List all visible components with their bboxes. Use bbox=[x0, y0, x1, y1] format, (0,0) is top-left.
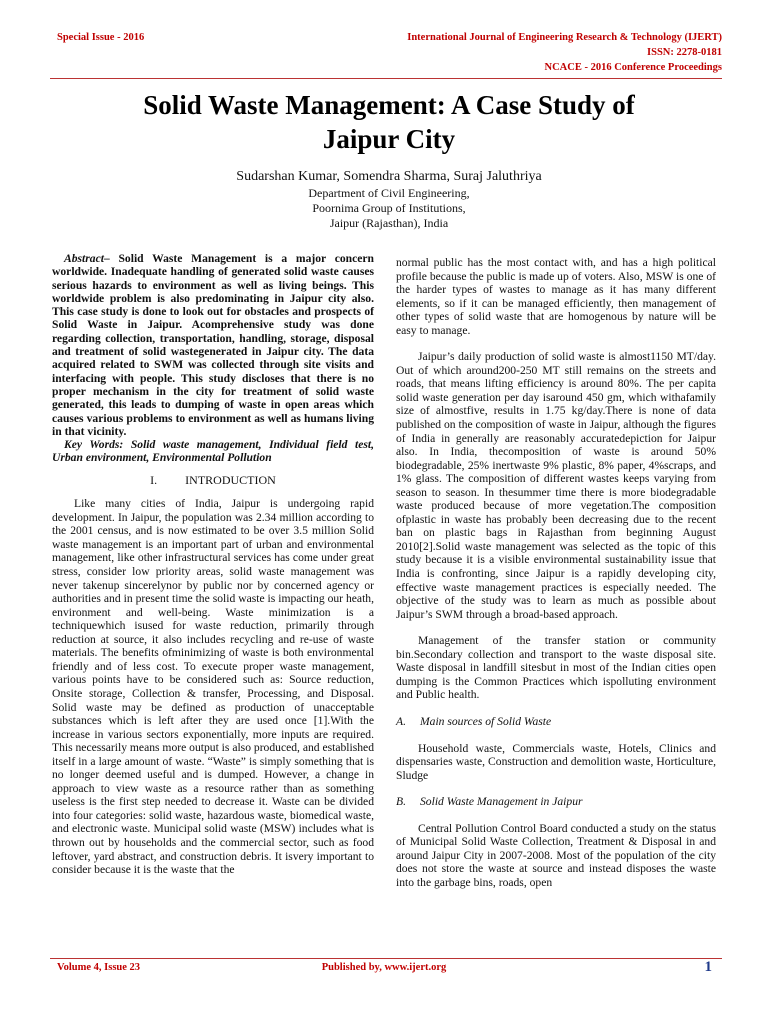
header-rule bbox=[50, 78, 722, 79]
footer-rule bbox=[50, 958, 722, 959]
section-number: I. bbox=[150, 472, 158, 487]
transfer-paragraph: Management of the transfer station or community bin.Secondary collection and transport to the waste disposal site. Waste disposal in landfill sitesbut in most of the Indian cities open dumping is the Common Practices which ispolluting environment and Public health. bbox=[396, 634, 716, 702]
subsection-letter: B. bbox=[396, 795, 406, 809]
subsection-heading-swm-jaipur bbox=[396, 795, 716, 809]
cpcb-paragraph: Central Pollution Control Board conducted a study on the status of Municipal Solid Waste Collection, Treatment & Disposal in and around Jaipur City in 2007-2008. Most of the population of the city does not store the waste at source and instead disposes the waste into the garbage bins, roads, open bbox=[396, 821, 716, 889]
footer-volume: Volume 4, Issue 23 bbox=[57, 962, 141, 973]
keywords: Key Words: Solid waste management, Individual field test, Urban environment, Environmental Pollution bbox=[52, 438, 374, 465]
abstract-text: Solid Waste Management is a major concern worldwide. Inadequate handling of generated solid waste causes serious hazards to environment as well as living beings. This worldwide problem is also predominating in Jaipur city also. This case study is done to look out for obstacles and prospects of Solid Waste in Jaipur. Acomprehensive study was done regarding collection, transportation, handling, storage, disposal and treatment of solid wastegenerated in Jaipur city. The data acquired related to SWM was collected through site visits and interfacing with people. This study discloses that there is no proper mechanism in the city for treatment of solid waste generated, this leads to dumping of waste in open areas which causes various problems to environment as well as humans living in that vicinity. bbox=[52, 252, 374, 438]
section-title: INTRODUCTION bbox=[185, 472, 276, 487]
jaipur-paragraph: Jaipur’s daily production of solid waste is almost1150 MT/day. Out of which around200-250 MT still remains on the streets and roads, that means lifting efficiency is around 80%. The per capita solid waste generation per day isaround 450 gm, which withafamily size of almostfive, results in 1.75 kg/day.There is none of data published on the composition of waste in Jaipur, although the figures of India in generally are reasonably accuratedepiction for Jaipur also. In India, thecomposition of waste is around 50% biodegradable, 25% inertwaste 9% plastic, 8% paper, 4%scraps, and 1% glass. The composition of different wastes keeps varying from season to season. In thesummer time there is more biodegradable waste produced because of more vegetation.The composition ofplastic in waste has probably been decreasing due to the recent ban on plastic bags in Rajasthan from beginning August 2010[2].Solid waste management was selected as the topic of this study because it is a visible environmental sustainability issue that India is confronting, since Jaipur is a rapidly developing city, effective waste management practices is especially needed. The objective of the study was to learn as much as possible about Jaipur’s SWM through a broad-based approach. bbox=[396, 350, 716, 621]
left-column bbox=[52, 252, 374, 877]
sources-paragraph: Household waste, Commercials waste, Hotels, Clinics and dispensaries waste, Construction and demolition waste, Horticulture, Sludge bbox=[396, 741, 716, 782]
subsection-letter: A. bbox=[396, 714, 406, 728]
abstract-label: Abstract– bbox=[64, 252, 110, 265]
continued-paragraph: normal public has the most contact with, and has a high political profile because the public is made up of voters. Also, MSW is one of the harder types of wastes to manage as it has many different elements, so if it can be managed efficiently, then management of other types of solid waste that are homogenous by nature will be easy to manage. bbox=[396, 256, 716, 337]
subsection-title: Solid Waste Management in Jaipur bbox=[420, 795, 583, 809]
right-column bbox=[396, 256, 716, 889]
author-list: Sudarshan Kumar, Somendra Sharma, Suraj Jaluthriya bbox=[236, 169, 542, 184]
subsection-title: Main sources of Solid Waste bbox=[420, 714, 552, 728]
header-issue: Special Issue - 2016 bbox=[57, 32, 145, 43]
affiliation-location: Jaipur (Rajasthan), India bbox=[329, 216, 449, 230]
intro-paragraph: Like many cities of India, Jaipur is undergoing rapid development. In Jaipur, the population was 2.34 million according to the 2001 census, and is now estimated to be over 3.5 million Solid waste management is an important part of urban and environmental management, like other infrastructural services has come under great stress, consider low priority areas, solid waste management was never takenup sincerelynor by public nor by concerned agency or authorities and in present time the solid waste is impacting our heath, environment and well-being. Waste minimization is a techniquewhich isused for waste reduction, primarily through reduction at source, it also includes recycling and re-use of waste materials. The benefits ofminimizing of waste is both environmental friendly and of less cost. To execute proper waste management, various points have to be considered such as: Source reduction, Onsite storage, Collection & transfer, Processing, and Disposal. Solid waste may be defined as production of unacceptable substances which is left after they are used once [1].With the increase in various sectors exponentially, more inputs are required. This necessarily means more output is also produced, and established itself in a large amount of waste. “Waste” is simply something that is no longer deemed useful and is dumped. However, a change in approach to view waste as a resource rather than as something useless is the first step needed to decrease it. Waste can be divided into four categories: solid waste, hazardous waste, biomedical waste, and electronic waste. Municipal solid waste (MSW) includes what is thrown out by households and the commercial sector, such as food leftover, yard abstract, and construction debris. It isvery important to consider because it is the waste that the bbox=[52, 497, 374, 877]
subsection-heading-sources bbox=[396, 715, 716, 729]
section-heading-introduction bbox=[52, 474, 374, 488]
paper-title bbox=[60, 88, 718, 156]
page-number: 1 bbox=[704, 959, 712, 975]
footer-publisher: Published by, www.ijert.org bbox=[321, 962, 447, 973]
affiliation bbox=[60, 186, 718, 231]
affiliation-institution: Poornima Group of Institutions, bbox=[312, 201, 466, 215]
paper-title-line1: Solid Waste Management: A Case Study of bbox=[143, 90, 635, 120]
header-journal-name: International Journal of Engineering Research & Technology (IJERT) bbox=[407, 32, 722, 43]
abstract bbox=[52, 252, 374, 438]
paper-title-line2: Jaipur City bbox=[322, 124, 456, 154]
header-issn: ISSN: 2278-0181 bbox=[647, 47, 722, 58]
affiliation-department: Department of Civil Engineering, bbox=[308, 186, 470, 200]
header-journal bbox=[407, 30, 722, 75]
header-proceedings: NCACE - 2016 Conference Proceedings bbox=[544, 62, 722, 73]
